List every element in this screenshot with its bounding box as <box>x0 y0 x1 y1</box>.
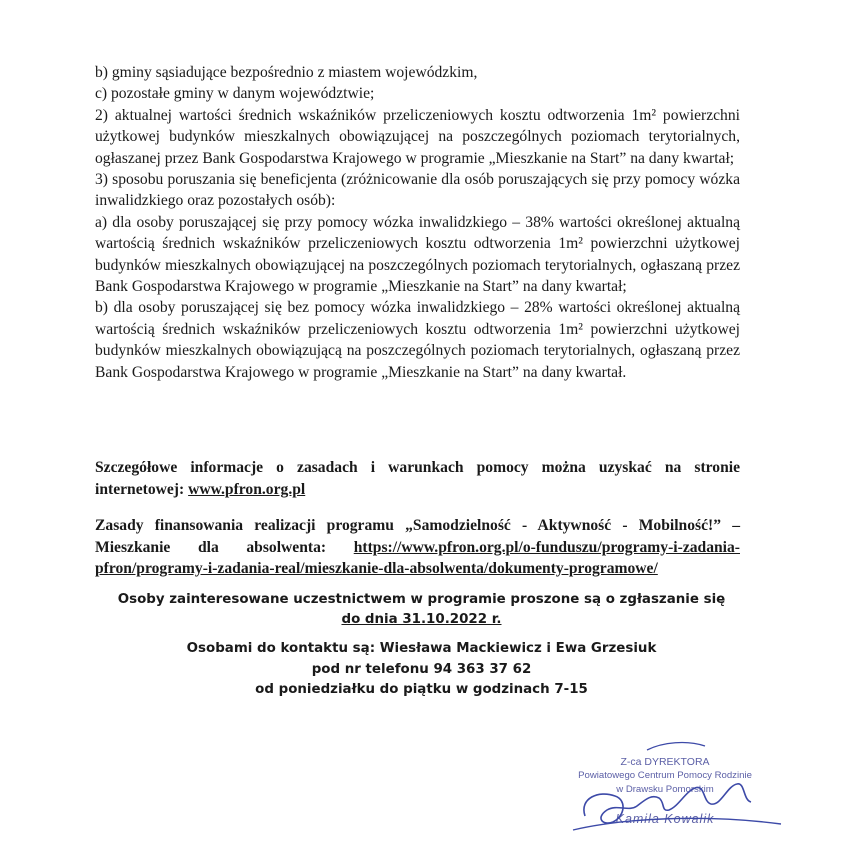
handwritten-signature <box>555 738 785 838</box>
stamp-name: Kamila Kowalik <box>615 812 715 826</box>
notice-line: Osoby zainteresowane uczestnictwem w programie proszone są o zgłaszanie się <box>117 592 726 607</box>
program-documents-link[interactable]: https://www.pfron.org.pl/o-funduszu/programy-i-zadania-pfron/programy-i-zadania-real/mieszkanie-dla-absolwenta/dokumenty-programowe/ <box>95 538 740 578</box>
rules-paragraph <box>95 515 740 580</box>
deadline-line: do dnia 31.10.2022 r. <box>341 612 502 628</box>
paragraph-a-wheelchair: a) dla osoby poruszającej się przy pomocy wózka inwalidzkiego – 38% wartości określonej aktualną wartością średnich wskaźników przeliczeniowych kosztu odtworzenia 1m² powierzchni użytkowej budynków mieszkalnych obowiązującej na poszczególnych poziomach terytorialnych, ogłaszaną przez Bank Gospodarstwa Krajowego w programie „Mieszkanie na Start” na dany kwartał; <box>95 213 740 296</box>
info-text: Szczegółowe informacje o zasadach i warunkach pomocy można uzyskać na stronie internetowej: <box>95 459 740 498</box>
rules-text: Zasady finansowania realizacji programu „Samodzielność - Aktywność - Mobilność!” – Mieszkanie dla absolwenta: <box>95 517 740 556</box>
info-paragraph <box>95 457 740 500</box>
stamp-title: Z-ca DYREKTORA <box>620 756 710 768</box>
office-hours-line: od poniedziałku do piątku w godzinach 7-15 <box>255 681 588 697</box>
stamp-location: w Drawsku Pomorskim <box>616 784 714 795</box>
paragraph-c-other-communes: c) pozostałe gminy w danym województwie; <box>95 85 375 103</box>
paragraph-b-without-wheelchair: b) dla osoby poruszającej się bez pomocy wózka inwalidzkiego – 28% wartości określonej aktualną wartością średnich wskaźników przeliczeniowych kosztu odtworzenia 1m² powierzchni użytkowej budynków mieszkalnych obowiązującą na poszczególnych poziomach terytorialnych, ogłaszaną przez Bank Gospodarstwa Krajowego w programie „Mieszkanie na Start” na dany kwartał. <box>95 299 740 381</box>
phone-line: pod nr telefonu 94 363 37 62 <box>311 661 532 677</box>
paragraph-b-neighbouring-communes: b) gminy sąsiadujące bezpośrednio z miastem wojewódzkim, <box>95 64 478 81</box>
paragraph-2-indicator-value: 2) aktualnej wartości średnich wskaźników przeliczeniowych kosztu odtworzenia 1m² powierzchni użytkowej budynków mieszkalnych obowiązującej na poszczególnych poziomach terytorialnych, ogłaszanej przez Bank Gospodarstwa Krajowego w programie „Mieszkanie na Start” na dany kwartał; <box>95 106 740 167</box>
contact-notice <box>0 590 843 700</box>
body-text <box>95 62 740 383</box>
contact-persons-line: Osobami do kontaktu są: Wiesława Mackiewicz i Ewa Grzesiuk <box>186 641 657 657</box>
pfron-website-link[interactable]: www.pfron.org.pl <box>188 480 306 498</box>
stamp-institution: Powiatowego Centrum Pomocy Rodzinie <box>578 770 752 781</box>
paragraph-3-mobility-mode: 3) sposobu poruszania się beneficjenta (zróżnicowanie dla osób poruszających się przy pomocy wózka inwalidzkiego oraz pozostałych osób): <box>95 171 740 210</box>
